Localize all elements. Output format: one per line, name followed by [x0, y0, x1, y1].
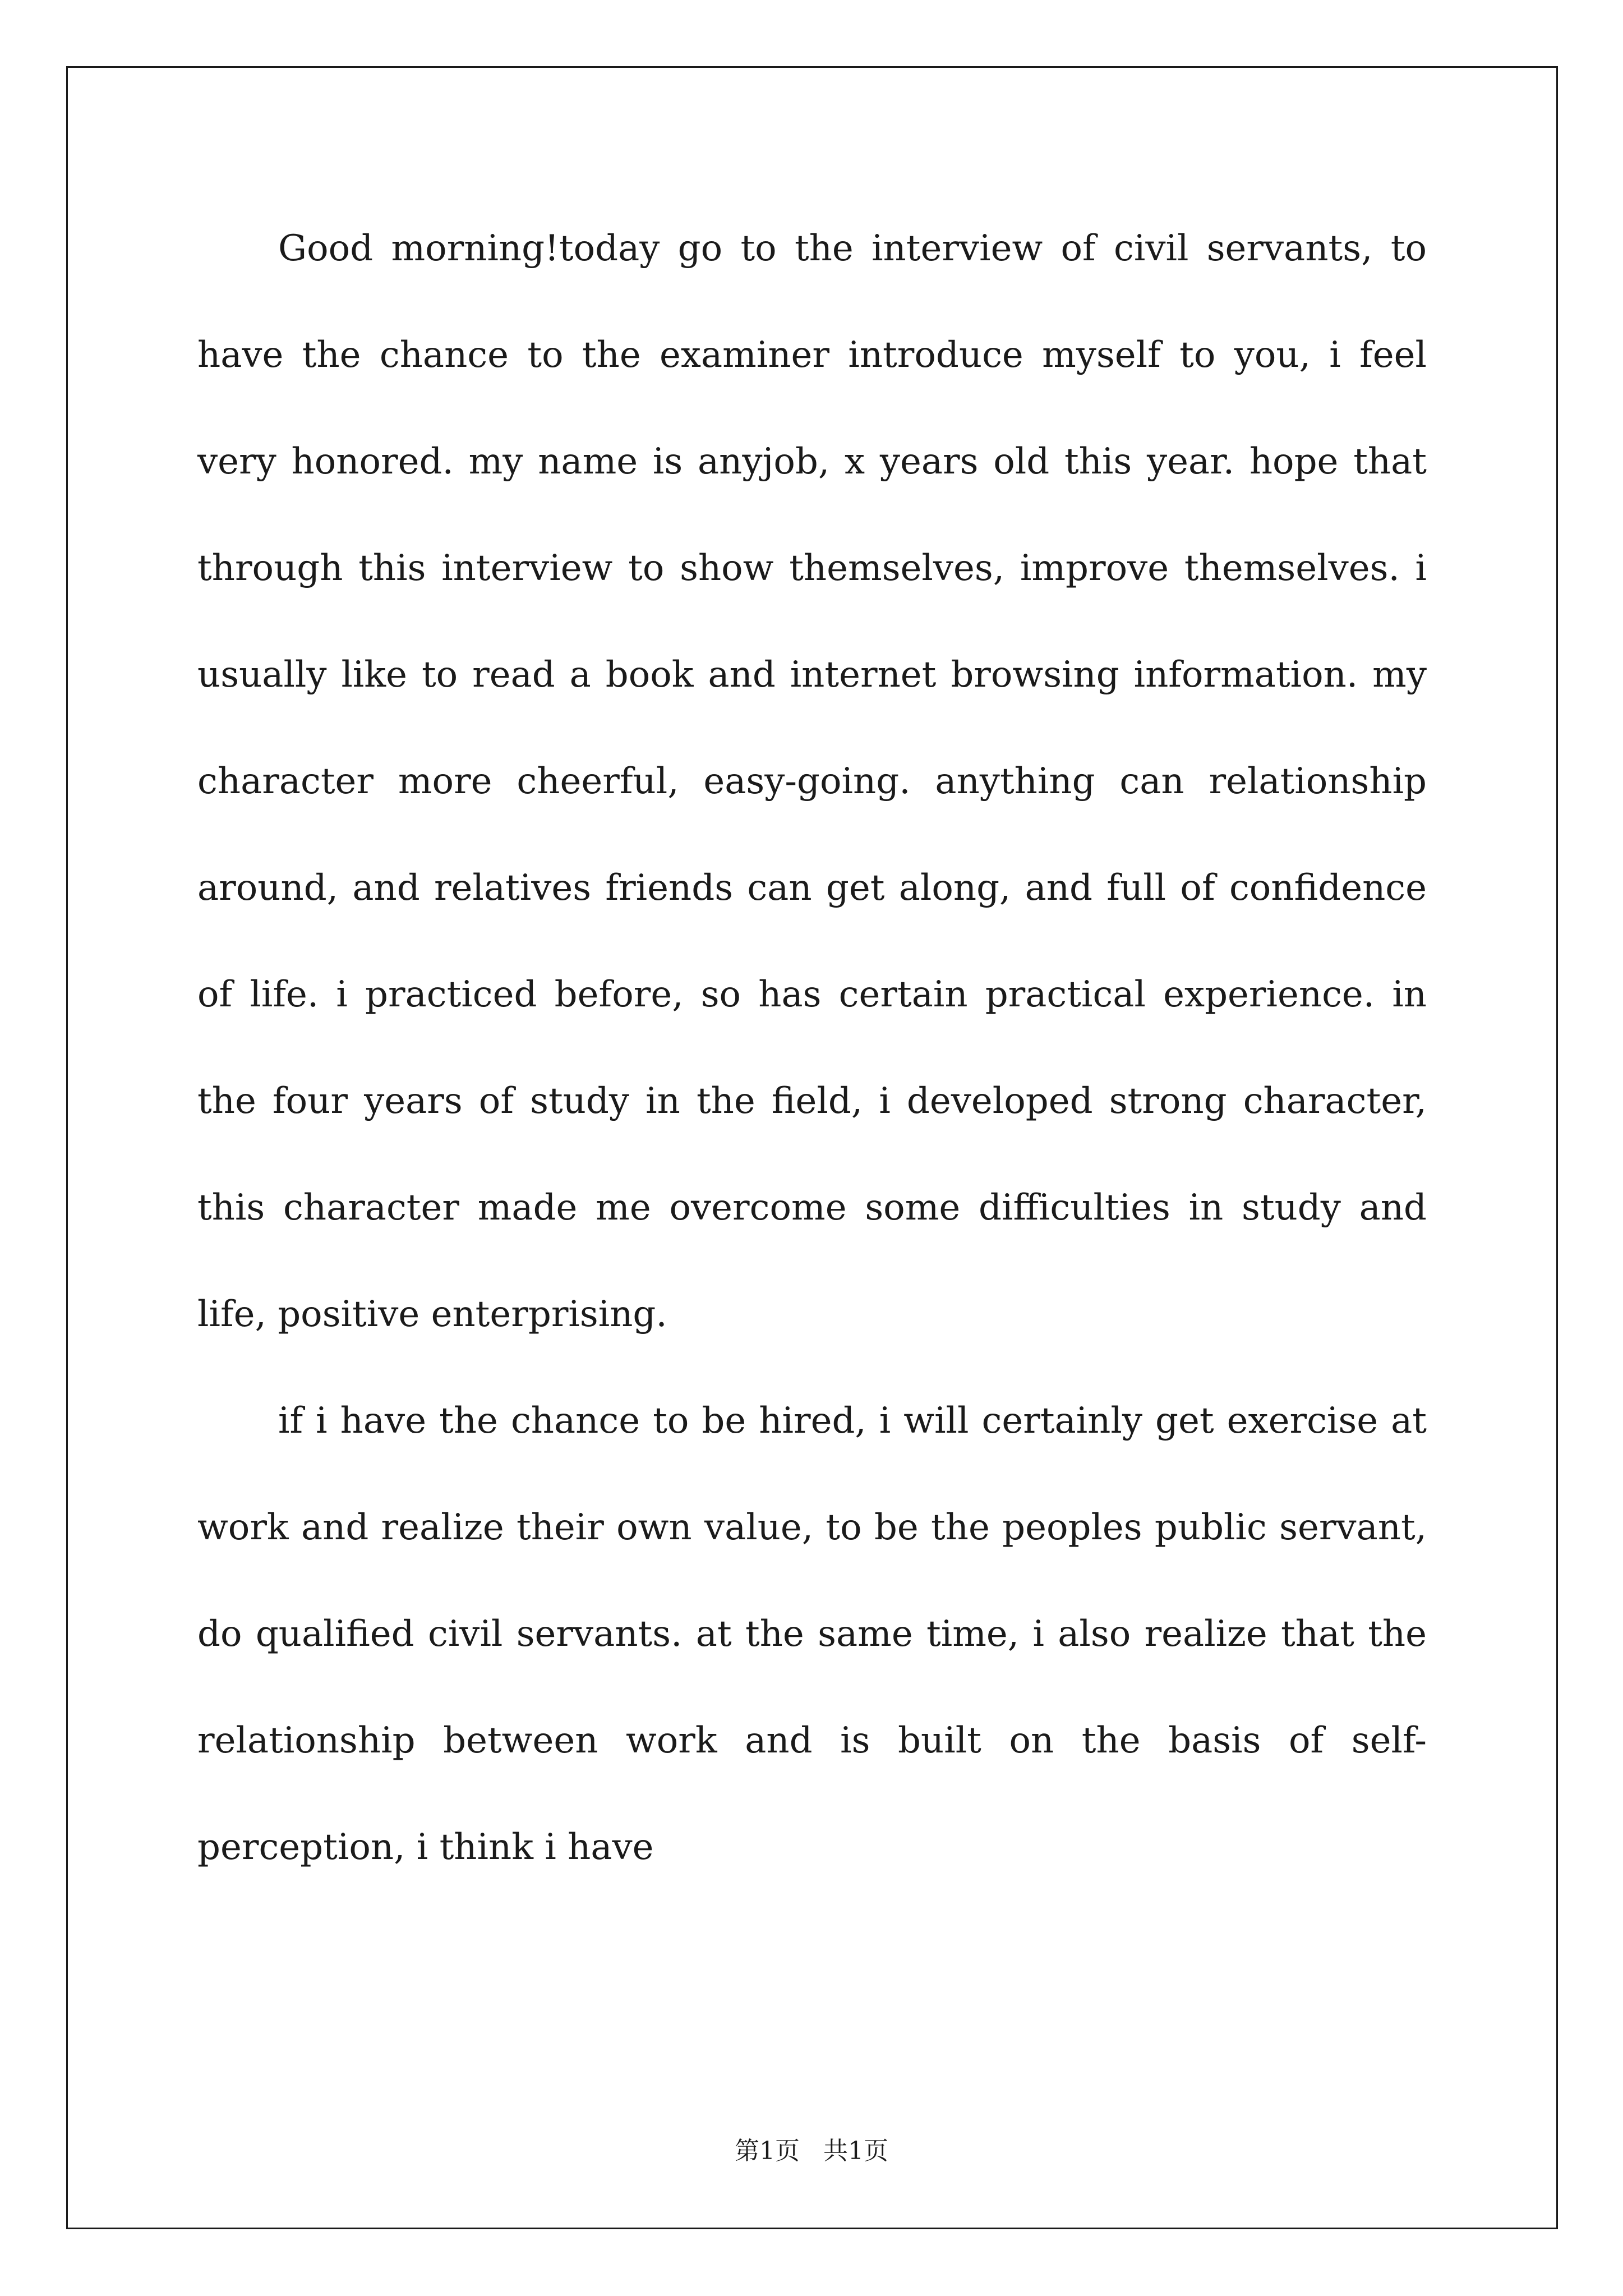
- document-body: [197, 195, 1427, 1901]
- paragraph-2: if i have the chance to be hired, i will certainly get exercise at work and realize their own value, to be the peoples public servant, do qualified civil servants. at the same time, i also realize that the relationship between work and is built on the basis of self-perception, i think i have: [197, 1400, 1427, 1868]
- page-footer: 第1页 共1页: [735, 2137, 888, 2165]
- paragraph-1: Good morning!today go to the interview of civil servants, to have the chance to the examiner introduce myself to you, i feel very honored. my name is anyjob, x years old this year. hope that through this interview to show themselves, improve themselves. i usually like to read a book and internet browsing information. my character more cheerful, easy-going. anything can relationship around, and relatives friends can get along, and full of confidence of life. i practiced before, so has certain practical experience. in the four years of study in the field, i developed strong character, this character made me overcome some difficulties in study and life, positive enterprising.: [197, 228, 1427, 1335]
